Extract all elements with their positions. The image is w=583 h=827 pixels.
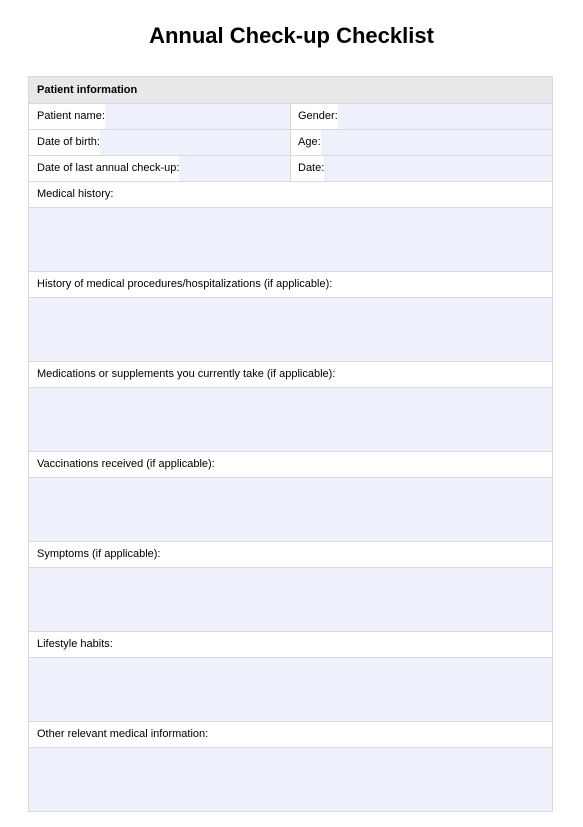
- gender-cell: [291, 104, 552, 129]
- other-medical-info-label: Other relevant medical information:: [29, 722, 552, 748]
- symptoms-label: Symptoms (if applicable):: [29, 542, 552, 568]
- date-cell: [291, 156, 552, 181]
- patient-info-row-last-checkup: [29, 156, 552, 182]
- lifestyle-habits-field[interactable]: [29, 658, 552, 722]
- gender-label: Gender:: [291, 104, 338, 129]
- last-checkup-field[interactable]: [179, 156, 290, 181]
- lifestyle-habits-label: Lifestyle habits:: [29, 632, 552, 658]
- date-of-birth-label: Date of birth:: [29, 130, 100, 155]
- vaccinations-field[interactable]: [29, 478, 552, 542]
- medical-history-field[interactable]: [29, 208, 552, 272]
- procedures-history-label: History of medical procedures/hospitalizations (if applicable):: [29, 272, 552, 298]
- last-checkup-cell: [29, 156, 291, 181]
- checklist-form: [28, 76, 553, 812]
- date-label: Date:: [291, 156, 324, 181]
- patient-name-field[interactable]: [105, 104, 290, 129]
- patient-information-header: Patient information: [29, 77, 552, 104]
- age-cell: [291, 130, 552, 155]
- gender-field[interactable]: [338, 104, 552, 129]
- other-medical-info-field[interactable]: [29, 748, 552, 811]
- document-title: Annual Check-up Checklist: [149, 23, 434, 48]
- date-of-birth-field[interactable]: [100, 130, 290, 155]
- patient-name-cell: [29, 104, 291, 129]
- date-field[interactable]: [324, 156, 552, 181]
- age-field[interactable]: [321, 130, 552, 155]
- medications-label: Medications or supplements you currently take (if applicable):: [29, 362, 552, 388]
- vaccinations-label: Vaccinations received (if applicable):: [29, 452, 552, 478]
- patient-info-row-dob: [29, 130, 552, 156]
- procedures-history-field[interactable]: [29, 298, 552, 362]
- last-checkup-label: Date of last annual check-up:: [29, 156, 179, 181]
- date-of-birth-cell: [29, 130, 291, 155]
- patient-name-label: Patient name:: [29, 104, 105, 129]
- age-label: Age:: [291, 130, 321, 155]
- symptoms-field[interactable]: [29, 568, 552, 632]
- patient-info-row-name: [29, 104, 552, 130]
- medications-field[interactable]: [29, 388, 552, 452]
- medical-history-label: Medical history:: [29, 182, 552, 208]
